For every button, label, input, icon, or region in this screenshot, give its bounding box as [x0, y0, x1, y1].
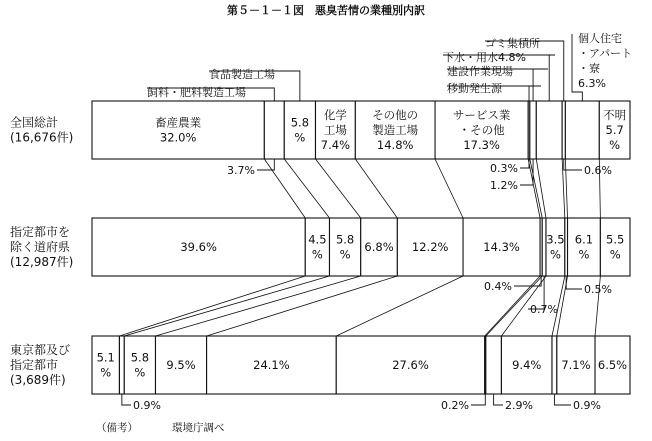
note-text: 環境庁調べ — [172, 422, 225, 434]
segment-label: % — [311, 247, 323, 262]
connector-line — [435, 159, 463, 218]
segment-label: その他の — [372, 108, 419, 122]
segment-label: 6.8% — [364, 240, 394, 254]
connector-line — [119, 276, 305, 336]
segment-label: 17.3% — [463, 138, 500, 152]
segment-label: 6.5% — [597, 358, 628, 372]
segment-label: 5.5 — [606, 232, 625, 247]
segment-label: 製造工場 — [372, 123, 419, 137]
connector-line — [124, 276, 329, 336]
callout-label: 食品製造工場 — [209, 68, 275, 81]
bar-segment — [552, 336, 557, 394]
segment-label: 24.1% — [253, 358, 290, 372]
callout-label: 0.7% — [530, 303, 558, 316]
category-labels — [10, 115, 73, 388]
segment-label: % — [294, 130, 306, 145]
segment-label: 3.5 — [546, 232, 565, 247]
segment-label: 9.4% — [512, 358, 542, 372]
segment-label: % — [549, 247, 561, 262]
bar-segment — [264, 101, 284, 159]
category-label: (12,987件) — [10, 255, 74, 269]
callout-label: 0.5% — [584, 283, 612, 296]
bar-segment — [536, 101, 562, 159]
callout-leader — [471, 394, 485, 405]
bar-segment — [486, 336, 502, 394]
segment-label: 9.5% — [166, 358, 196, 372]
segment-label: % — [578, 247, 590, 262]
segment-label: 化学 — [323, 108, 347, 122]
segment-label: % — [339, 247, 351, 262]
segment-label: 5.1 — [96, 350, 115, 365]
connector-line — [528, 159, 540, 218]
callout-label: 6.3% — [578, 77, 606, 90]
category-label: 全国総計 — [10, 115, 59, 130]
note-label: （備考） — [96, 422, 138, 434]
connector-line — [155, 276, 360, 336]
segment-label: 工場 — [323, 123, 347, 137]
category-label: 除く道府県 — [10, 240, 71, 254]
connector-line — [264, 159, 305, 218]
segment-label: 不明 — [603, 108, 627, 122]
category-label: 指定都市を — [10, 225, 71, 239]
connector-line — [536, 159, 546, 218]
segment-label: % — [100, 365, 112, 380]
callout-label: 1.2% — [490, 179, 518, 192]
segment-label: 5.7 — [605, 123, 624, 137]
segment-label: 6.1 — [574, 232, 594, 247]
connector-line — [355, 159, 397, 218]
callout-leader — [566, 276, 582, 289]
callout-leader — [122, 394, 131, 405]
callout-label: 飼料・肥料製造工場 — [147, 86, 246, 99]
segment-label: 14.8% — [376, 138, 414, 152]
segment-label: 32.0% — [159, 130, 197, 145]
callout-label: 3.7% — [227, 164, 255, 177]
callout-label: 下水・用水4.8% — [443, 51, 526, 64]
segment-label: 4.5 — [308, 232, 327, 247]
category-label: 東京都及び — [10, 343, 71, 357]
callout-label: 0.9% — [573, 399, 601, 412]
segment-label: ・その他 — [458, 123, 505, 137]
callout-label: 0.2% — [441, 399, 469, 412]
bar-segment — [565, 101, 599, 159]
segment-label: 畜産農業 — [155, 115, 202, 130]
callout-leader — [520, 159, 529, 168]
callout-label: 建設作業現場 — [447, 65, 513, 78]
callout-label: ・アパート — [578, 47, 633, 60]
segment-label: 5.8 — [130, 350, 150, 365]
segment-label: 5.8 — [290, 115, 310, 130]
connector-line — [530, 159, 542, 218]
callout-label: 0.6% — [584, 164, 612, 177]
category-label: (16,676件) — [10, 130, 74, 145]
connector-line — [207, 276, 398, 336]
segment-label: 12.2% — [411, 240, 449, 254]
callout-label: 0.3% — [490, 162, 518, 175]
segment-label: % — [609, 247, 621, 262]
callout-label: ゴミ集積所 — [485, 37, 540, 50]
connector-line — [336, 276, 463, 336]
connector-line — [565, 159, 567, 218]
callout-label: 0.4% — [484, 280, 512, 293]
bar-segment — [119, 336, 124, 394]
segment-label: % — [609, 138, 621, 152]
callout-label: ・寮 — [578, 62, 600, 75]
bar-segment — [542, 218, 546, 276]
segment-label: 7.1% — [561, 358, 591, 372]
segment-label: 7.4% — [320, 138, 351, 152]
bar-segment — [530, 101, 536, 159]
bars — [92, 101, 630, 394]
segment-label: 5.8 — [335, 232, 355, 247]
segment-label: 14.3% — [483, 240, 520, 254]
callout-label: 0.9% — [133, 399, 161, 412]
segment-label: % — [134, 365, 146, 380]
segment-label: 27.6% — [392, 358, 429, 372]
chart-title: 第５－１－１図 悪臭苦情の業種別内訳 — [227, 4, 425, 17]
callout-leader — [554, 394, 571, 405]
segment-label: サービス業 — [452, 108, 511, 122]
callout-label: 2.9% — [505, 399, 533, 412]
category-label: (3,689件) — [10, 373, 66, 387]
category-label: 指定都市 — [10, 358, 59, 372]
callout-label: 個人住宅 — [578, 32, 622, 45]
callout-label: 移動発生源 — [447, 82, 502, 95]
callout-leader — [494, 394, 503, 405]
callout-leader — [564, 159, 582, 170]
top-callouts — [147, 32, 632, 101]
segment-label: 39.6% — [180, 240, 217, 254]
